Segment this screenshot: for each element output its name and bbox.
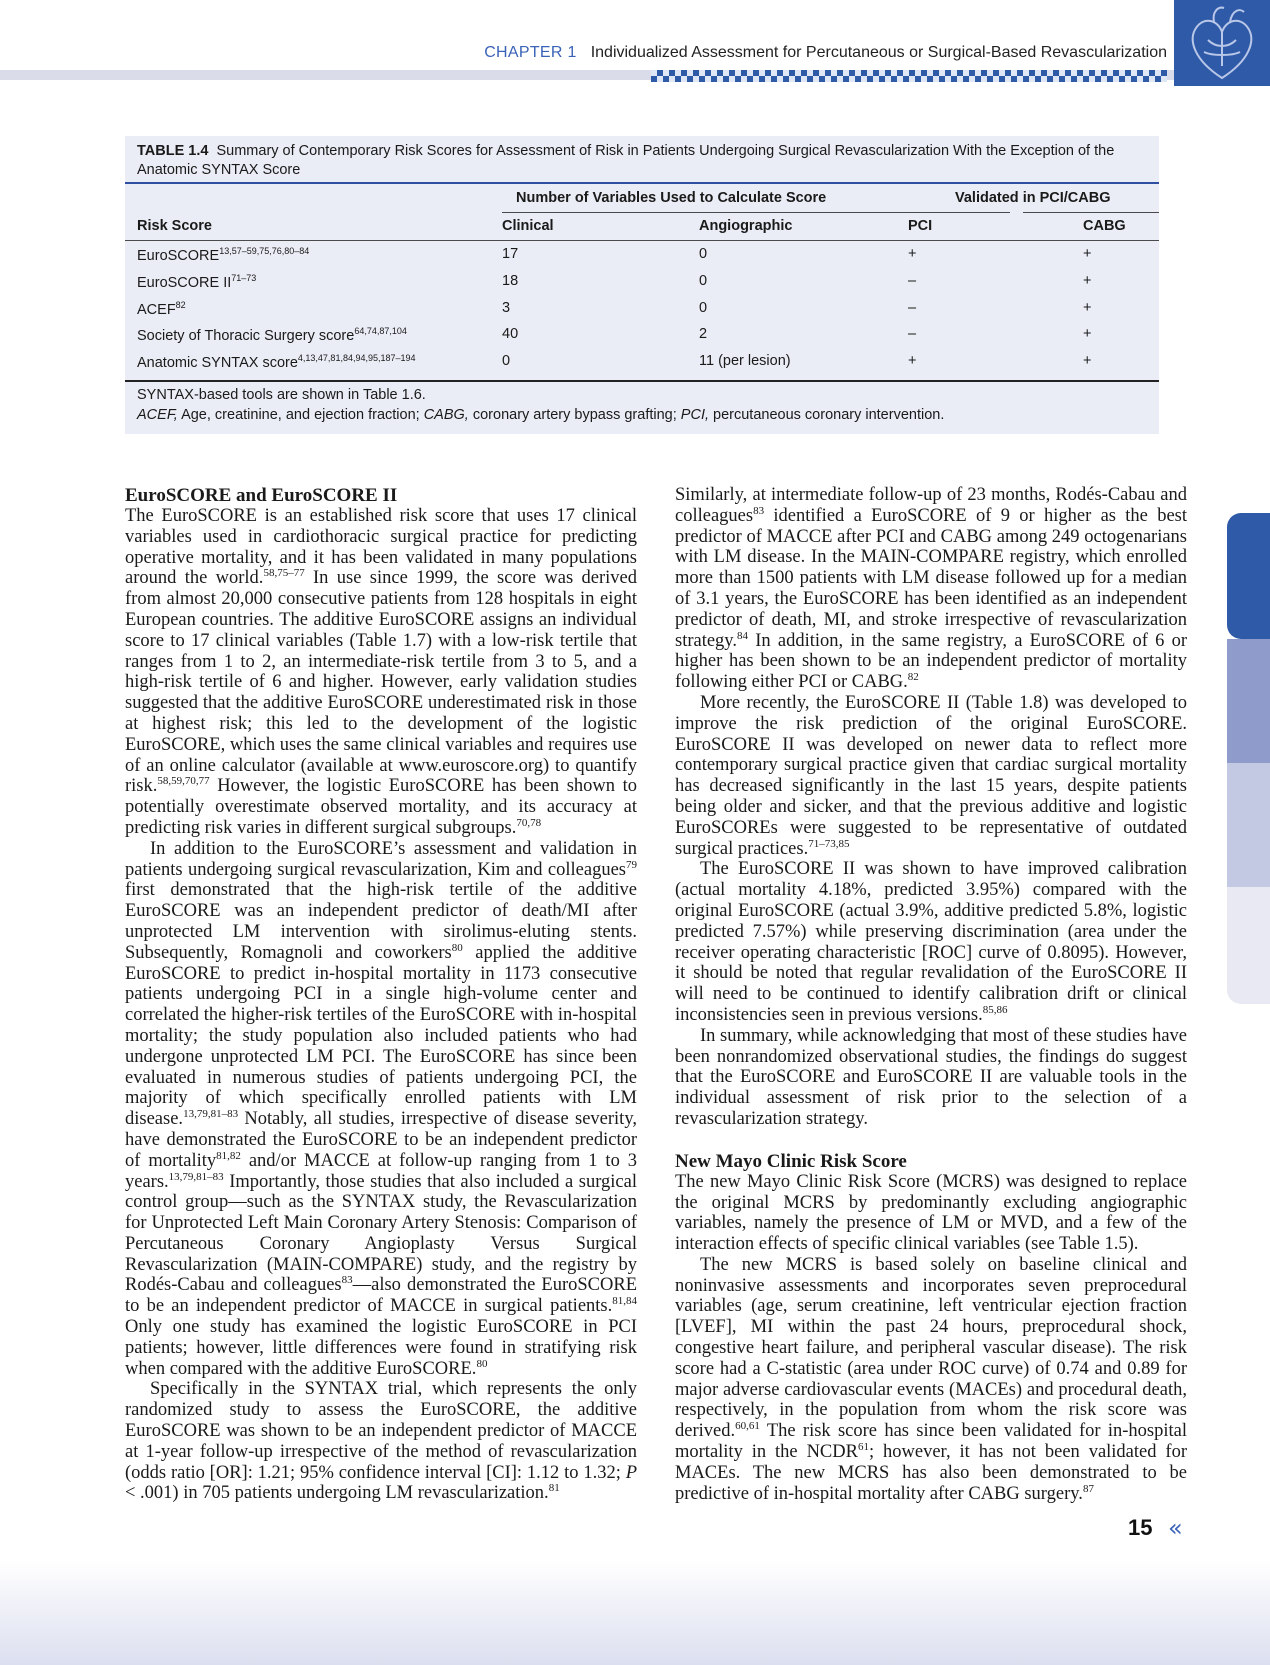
table-cell-clinical: 18: [502, 273, 519, 289]
table-footnote-1: SYNTAX-based tools are shown in Table 1.6.: [137, 387, 426, 403]
reference-superscript: 85,86: [982, 1003, 1008, 1016]
table-caption: [137, 142, 1147, 180]
table-cell-clinical: 0: [502, 353, 511, 369]
table-label: TABLE 1.4: [137, 143, 209, 159]
reference-superscript: 58,75–77: [263, 567, 305, 580]
side-tab-2: [1227, 639, 1270, 763]
table-cell-cabg: +: [1083, 300, 1092, 316]
reference-superscript: 79: [626, 858, 637, 871]
table-cell-angio: 0: [699, 300, 708, 316]
table-cell-pci: –: [908, 300, 917, 316]
right-column: [675, 485, 1187, 1504]
table-cell-cabg: +: [1083, 326, 1092, 342]
reference-superscript: 80: [476, 1357, 488, 1370]
side-tab-4: [1227, 887, 1270, 1004]
reference-superscript: 83: [753, 504, 765, 517]
body-paragraph: The new MCRS is based solely on baseline clinical and noninvasive assessments and incorporates seven preprocedural variables (age, serum creatinine, left ventricular ejection fraction [LVEF], MI within the past 24 hours, preprocedural shock, congestive heart failure, and peripheral vascular disease). The risk score had a C-statistic (area under ROC curve) of 0.74 and 0.89 for major adverse cardiovascular events (MACEs) and procedural death, respectively, in the population from whom the risk score was derived.$^{60,61}$ The risk score has since been validated for in-hospital mortality in the NCDR$^{61}$; however, it has not been validated for MACEs. The new MCRS has also been demonstrated to be predictive of in-hospital mortality after CABG surgery.$^{87}$: [675, 1254, 1187, 1504]
table-bottom-rule: [125, 380, 1159, 382]
header-bottom-rule: [125, 240, 1159, 241]
table-cell-cabg: +: [1083, 353, 1092, 369]
col-header-pci: PCI: [908, 218, 933, 234]
chapter-badge: [1174, 0, 1270, 86]
side-tab-3: [1227, 763, 1270, 887]
table-cell-clinical: 3: [502, 300, 511, 316]
reference-superscript: 81: [548, 1482, 560, 1495]
side-tab-1: [1227, 513, 1270, 639]
footer-band: [0, 1560, 1270, 1665]
reference-superscript: 82: [907, 671, 919, 684]
table-top-rule: [125, 182, 1159, 184]
body-paragraph: Specifically in the SYNTAX trial, which represents the only randomized study to assess the EuroSCORE, the additive EuroSCORE was shown to be an independent predictor of MACCE at 1-year follow-up irrespective of the method of revascularization (odds ratio [OR]: 1.21; 95% confidence interval [CI]: 1.12 to 1.32; P < .001) in 705 patients undergoing LM revascularization.$^{81}$: [125, 1379, 637, 1504]
heart-icon: [1174, 0, 1270, 86]
body-paragraph: Similarly, at intermediate follow-up of 23 months, Rodés-Cabau and colleagues$^{83}$ identified a EuroSCORE of 9 or higher as the best predictor of MACCE after PCI and CABG among 249 octogenarians with LM disease. In the MAIN-COMPARE registry, which enrolled more than 1500 patients with LM disease followed up for a median of 3.1 years, the EuroSCORE has been identified as an independent predictor of death, MI, and stroke irrespective of revascularization strategy.$^{84}$ In addition, in the same registry, a EuroSCORE of 6 or higher has been shown to be an independent predictor of mortality following either PCI or CABG.$^{82}$: [675, 485, 1187, 693]
table-cell-cabg: +: [1083, 246, 1092, 262]
page-arrows-icon: «: [1168, 1514, 1177, 1542]
risk-score-table: [125, 136, 1159, 434]
table-cell-pci: –: [908, 273, 917, 289]
body-paragraph: The EuroSCORE II was shown to have improved calibration (actual mortality 4.18%, predicted 3.95%) compared with the original EuroSCORE (actual 3.9%, additive predicted 5.8%, logistic predicted 7.57%) while preserving discrimination (area under the receiver operating characteristic [ROC] curve of 0.8095). However, it should be noted that regular revalidation of the EuroSCORE II will need to be continued to identify calibration drift or clinical inconsistencies seen in previous versions.$^{85,86}$: [675, 859, 1187, 1025]
table-cell-clinical: 40: [502, 326, 519, 342]
reference-superscript: 71–73,85: [808, 837, 850, 850]
chapter-title: Individualized Assessment for Percutaneous or Surgical-Based Revascularization: [590, 44, 1167, 61]
table-cell-clinical: 17: [502, 246, 519, 262]
group-header-validated: Validated in PCI/CABG: [955, 190, 1111, 206]
reference-superscript: 61: [857, 1441, 869, 1454]
table-cell-angio: 0: [699, 273, 708, 289]
reference-superscript: 80: [451, 941, 463, 954]
table-row-name: EuroSCORE$^{13,57-59,75,76,80-84}$: [137, 246, 310, 264]
table-row-name: Anatomic SYNTAX score$^{4,13,47,81,84,94,95,187-194}$: [137, 353, 416, 371]
section-heading-euroscore: EuroSCORE and EuroSCORE II: [125, 485, 398, 506]
body-paragraph: The EuroSCORE is an established risk score that uses 17 clinical variables used in cardiothoracic surgical practice for predicting operative mortality, and it has been validated in many populations around the world.$^{58,75-77}$ In use since 1999, the score was derived from almost 20,000 consecutive patients from 128 hospitals in eight European countries. The additive EuroSCORE assigns an individual score to 17 clinical variables (Table 1.7) with a low-risk tertile that ranges from 1 to 2, an intermediate-risk tertile from 3 to 5, and a high-risk tertile of 6 and higher. However, early validation studies suggested that the additive EuroSCORE underestimated risk in those at highest risk; this led to the development of the logistic EuroSCORE, which uses the same clinical variables and requires use of an online calculator (available at www.euroscore.org) to quantify risk.$^{58,59,70,77}$ However, the logistic EuroSCORE has been shown to potentially overestimate observed mortality, and its accuracy at predicting risk varies in different surgical subgroups.$^{70,78}$: [125, 506, 637, 838]
reference-superscript: 58,59,70,77: [157, 775, 210, 788]
table-cell-angio: 2: [699, 326, 708, 342]
reference-superscript: 83: [341, 1274, 353, 1287]
table-row-name: ACEF$^{82}$: [137, 300, 186, 318]
reference-superscript: 81,82: [216, 1149, 241, 1162]
section-heading-mayo: New Mayo Clinic Risk Score: [675, 1150, 907, 1172]
table-cell-pci: –: [908, 326, 917, 342]
table-cell-pci: +: [908, 246, 917, 262]
body-paragraph: In summary, while acknowledging that most of these studies have been nonrandomized observational studies, the findings do suggest that the EuroSCORE and EuroSCORE II are valuable tools in the individual assessment of risk prior to the selection of a revascularization strategy.: [675, 1025, 1187, 1129]
body-paragraph: More recently, the EuroSCORE II (Table 1.8) was developed to improve the risk prediction of the original EuroSCORE. EuroSCORE II was developed on newer data to reflect more contemporary surgical practice given that cardiac surgical mortality has decreased significantly in the last 15 years, despite patients being older and sicker, and that the previous additive and logistic EuroSCOREs were suggested to be representative of outdated surgical practices.$^{71-73,85}$: [675, 692, 1187, 859]
col-header-risk-score: Risk Score: [137, 218, 212, 234]
table-cell-angio: 11 (per lesion): [699, 353, 791, 369]
group-rule-validated: [1023, 212, 1159, 213]
reference-superscript: 13,79,81–83: [168, 1170, 224, 1183]
table-cell-angio: 0: [699, 246, 708, 262]
reference-superscript: 70,78: [516, 816, 542, 829]
page-number: 15: [1128, 1515, 1153, 1540]
table-row-name: EuroSCORE II$^{71-73}$: [137, 273, 257, 291]
body-paragraph: The new Mayo Clinic Risk Score (MCRS) was designed to replace the original MCRS by predominantly excluding angiographic variables, namely the presence of LM or MVD, and a few of the interaction effects of specific clinical variables (see Table 1.5).: [675, 1171, 1187, 1255]
table-row-name: Society of Thoracic Surgery score$^{64,74,87,104}$: [137, 326, 407, 344]
chapter-label: CHAPTER 1: [484, 44, 577, 61]
diamond-ornament: [651, 70, 1167, 82]
col-header-clinical: Clinical: [502, 218, 554, 234]
col-header-angiographic: Angiographic: [699, 218, 793, 234]
reference-superscript: 60,61: [735, 1420, 760, 1433]
table-cell-cabg: +: [1083, 273, 1092, 289]
group-header-variables: Number of Variables Used to Calculate Score: [516, 190, 827, 206]
col-header-cabg: CABG: [1083, 218, 1126, 234]
table-caption-text: Summary of Contemporary Risk Scores for Assessment of Risk in Patients Undergoing Surgical Revascularization With the Exception of the Anatomic SYNTAX Score: [137, 143, 1115, 178]
reference-superscript: 81,84: [612, 1295, 637, 1308]
left-column: [125, 485, 637, 1504]
reference-superscript: 84: [737, 629, 748, 642]
group-rule-variables: [502, 212, 1010, 213]
reference-superscript: 87: [1082, 1482, 1094, 1495]
table-cell-pci: +: [908, 353, 917, 369]
table-footnote-2: ACEF, Age, creatinine, and ejection fraction; CABG, coronary artery bypass grafting; PCI, percutaneous coronary intervention.: [137, 407, 945, 423]
reference-superscript: 13,79,81–83: [183, 1108, 239, 1121]
running-header: [484, 44, 1167, 62]
body-paragraph: In addition to the EuroSCORE’s assessment and validation in patients undergoing surgical revascularization, Kim and colleagues$^{79}$ first demonstrated that the high-risk tertile of the additive EuroSCORE was an independent predictor of death/MI after unprotected LM intervention with sirolimus-eluting stents. Subsequently, Romagnoli and coworkers$^{80}$ applied the additive EuroSCORE to predict in-hospital mortality in 1173 consecutive patients undergoing PCI in a single high-volume center and correlated the higher-risk tertiles of the EuroSCORE with in-hospital mortality; the study population also included patients who had undergone unprotected LM PCI. The EuroSCORE has since been evaluated in numerous studies of patients undergoing PCI, the majority of which specifically enrolled patients with LM disease.$^{13,79,81-83}$ Notably, all studies, irrespective of disease severity, have demonstrated the EuroSCORE to be an independent predictor of mortality$^{81,82}$ and/or MACCE at follow-up ranging from 1 to 3 years.$^{13,79,81-83}$ Importantly, those studies that also included a surgical control group—such as the SYNTAX study, the Revascularization for Unprotected Left Main Coronary Artery Stenosis: Comparison of Percutaneous Coronary Angioplasty Versus Surgical Revascularization (MAIN-COMPARE) study, and the registry by Rodés-Cabau and colleagues$^{83}$—also demonstrated the EuroSCORE to be an independent predictor of MACCE in surgical patients.$^{81,84}$ Only one study has examined the logistic EuroSCORE in PCI patients; however, little differences were found in stratifying risk when compared with the additive EuroSCORE.$^{80}$: [125, 838, 638, 1379]
